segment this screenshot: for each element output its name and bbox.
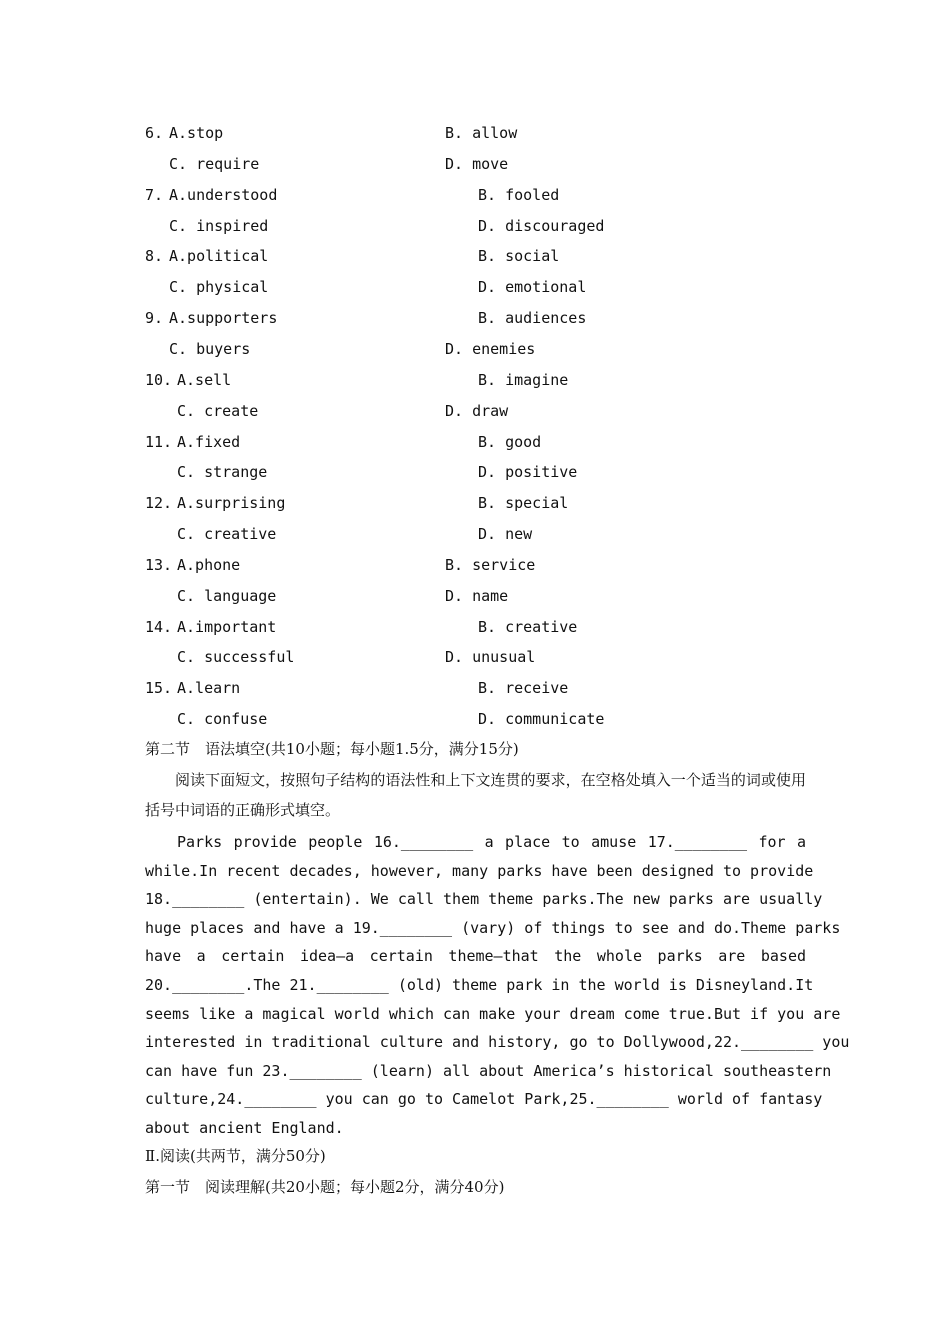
option-b: B. audiences: [478, 309, 587, 328]
option-d: D. draw: [445, 401, 509, 420]
option-c: C. inspired: [169, 216, 269, 235]
option-d: D. positive: [478, 463, 578, 482]
passage-line: 18.________ (entertain). We call them theme parks.The new parks are usually: [145, 890, 823, 909]
passage-line: while.In recent decades, however, many parks have been designed to provide: [145, 861, 814, 880]
option-d: D. emotional: [478, 278, 587, 297]
option-c: C. language: [177, 586, 277, 605]
section2-instruction: 阅读下面短文，按照句子结构的语法性和上下文连贯的要求，在空格处填入一个适当的词或使用括号中词语的正确形式填空。: [145, 771, 806, 819]
option-b: B. good: [478, 432, 542, 451]
option-c: C. require: [169, 154, 260, 173]
option-c: C. buyers: [169, 339, 251, 358]
question-number: 15.: [145, 679, 173, 698]
option-c: C. successful: [177, 648, 295, 667]
option-b: B. creative: [478, 617, 578, 636]
option-a: A.fixed: [177, 432, 241, 451]
option-a: A.surprising: [177, 494, 286, 513]
option-a: A.phone: [177, 555, 241, 574]
question-number: 6.: [145, 124, 164, 142]
option-d: D. new: [478, 525, 533, 544]
question-number: 10.: [145, 370, 173, 389]
option-b: B. fooled: [478, 185, 560, 204]
option-d: D. communicate: [478, 710, 605, 729]
option-d: D. discouraged: [478, 216, 605, 235]
option-c: C. create: [177, 401, 259, 420]
option-b: B. imagine: [478, 370, 569, 389]
option-a: A.learn: [177, 679, 241, 698]
option-c: C. creative: [177, 525, 277, 544]
option-a: A.important: [177, 617, 277, 636]
passage-line: about ancient England.: [145, 1118, 344, 1137]
option-b: B. social: [478, 247, 560, 266]
passage-line: have a certain idea—a certain theme—that the whole parks are based: [145, 947, 806, 966]
option-b: B. allow: [445, 124, 518, 142]
option-a: A.stop: [169, 124, 224, 142]
option-d: D. enemies: [445, 339, 536, 358]
grammar-passage: [145, 828, 850, 1143]
option-a: A.sell: [177, 370, 232, 389]
option-b: B. special: [478, 494, 569, 513]
option-b: B. service: [445, 555, 536, 574]
option-a: A.political: [169, 247, 269, 266]
passage-line: Parks provide people 16.________ a place to amuse 17.________ for a: [177, 833, 806, 851]
option-c: C. confuse: [177, 710, 268, 729]
option-a: A.supporters: [169, 309, 278, 328]
passage-line: 20.________.The 21.________ (old) theme park in the world is Disneyland.It: [145, 975, 814, 994]
question-number: 9.: [145, 309, 164, 328]
option-d: D. name: [445, 586, 509, 605]
question-number: 13.: [145, 555, 173, 574]
question-number: 14.: [145, 617, 173, 636]
option-b: B. receive: [478, 679, 569, 698]
option-d: D. move: [445, 154, 509, 173]
option-a: A.understood: [169, 185, 278, 204]
option-c: C. physical: [169, 278, 269, 297]
option-c: C. strange: [177, 463, 268, 482]
passage-line: culture,24.________ you can go to Camelot Park,25.________ world of fantasy: [145, 1090, 823, 1109]
section2-heading: 第二节 语法填空(共10小题；每小题1.5分，满分15分): [145, 740, 519, 758]
option-d: D. unusual: [445, 648, 536, 667]
question-number: 11.: [145, 432, 173, 451]
passage-line: can have fun 23.________ (learn) all about America’s historical southeastern: [145, 1061, 832, 1080]
passage-line: huge places and have a 19.________ (vary) of things to see and do.Theme parks: [145, 918, 841, 937]
section1-heading: 第一节 阅读理解(共20小题；每小题2分，满分40分): [145, 1178, 505, 1196]
question-number: 8.: [145, 247, 164, 266]
part2-heading: Ⅱ.阅读(共两节，满分50分): [145, 1147, 326, 1165]
question-number: 12.: [145, 494, 173, 513]
question-number: 7.: [145, 185, 164, 204]
passage-line: seems like a magical world which can make your dream come true.But if you are: [145, 1004, 841, 1023]
passage-line: interested in traditional culture and history, go to Dollywood,22.________ you: [145, 1033, 850, 1052]
